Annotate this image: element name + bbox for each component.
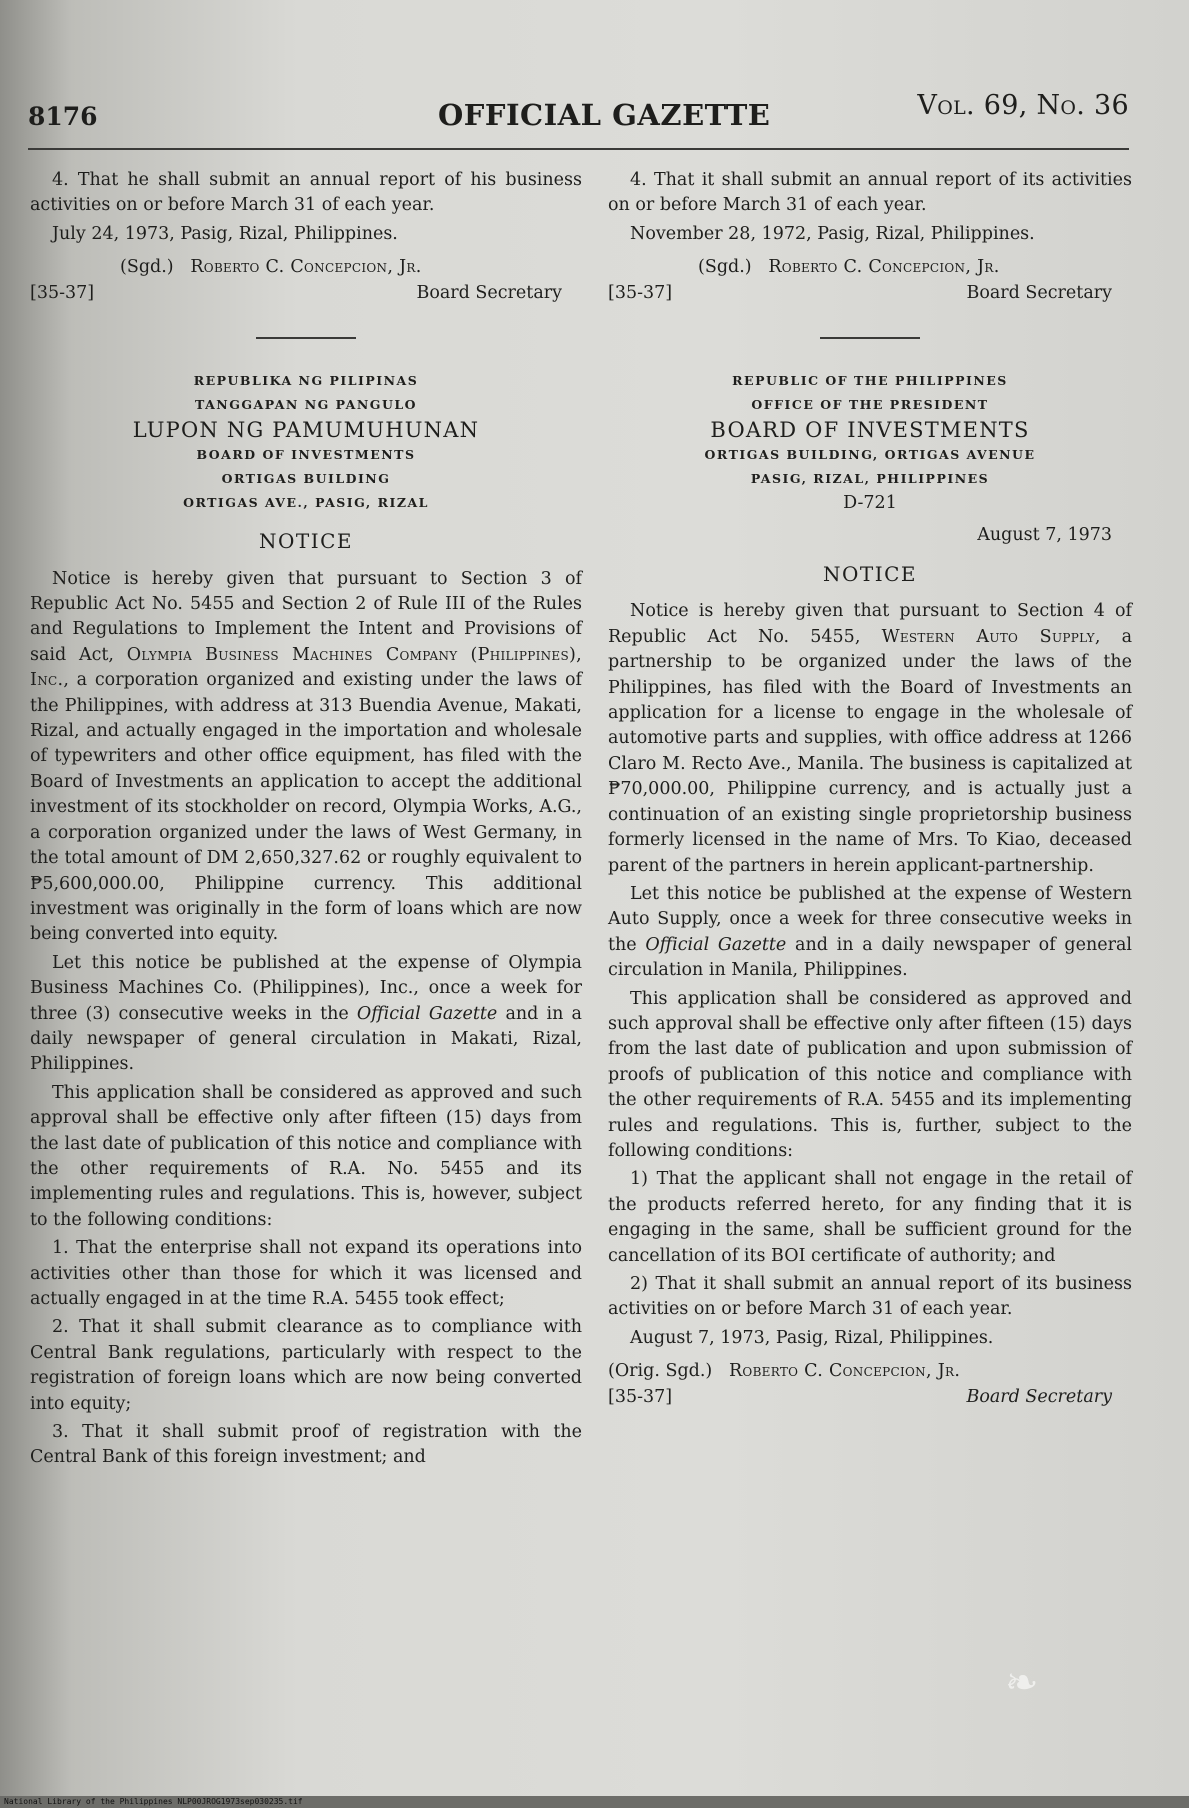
right-paragraph-1: Notice is hereby given that pursuant to Section 4 of Republic Act No. 5455, Western Auto Supply, a partnership to be organized under the laws of the Philippines, has filed with the Board of Investments an application for a license to engage in the wholesale of automotive parts and supplies, with office address at 1266 Claro M. Recto Ave., Manila. The business is capitalized at ₱70,000.00, Philippine currency, and is actually just a continuation of an existing single proprietorship business formerly licensed in the name of Mrs. To Kiao, deceased parent of the partners in herein applicant-partnership. [608, 601, 1133, 876]
right-dateline: November 28, 1972, Pasig, Rizal, Philippines. [630, 223, 1035, 244]
left-paragraph-2: Let this notice be published at the expense of Olympia Business Machines Co. (Philippines), Inc., once a week for three (3) consecutive weeks in the Official Gazette and in a daily newspaper of general circulation in Makati, Rizal, Philippines. [30, 952, 582, 1075]
org-main: BOARD OF INVESTMENTS [710, 418, 1030, 443]
org-line: ORTIGAS AVE., PASIG, RIZAL [183, 495, 429, 511]
left-sgd: (Sgd.) [120, 257, 174, 278]
right-role-2: Board Secretary [966, 1387, 1112, 1408]
org-line: REPUBLIC OF THE PHILIPPINES [732, 373, 1008, 389]
volume-number: Vol. 69, No. 36 [917, 90, 1129, 121]
right-dateline-2: August 7, 1973, Pasig, Rizal, Philippines. [630, 1327, 994, 1348]
scan-footer: National Library of the Philippines NLP00JROG1973sep030235.tif [4, 1797, 303, 1806]
left-condition-2: 2. That it shall submit clearance as to compliance with Central Bank regulations, particularly with respect to the registration of foreign loans which are now being converted into equity; [30, 1317, 582, 1414]
right-paragraph-2: Let this notice be published at the expense of Western Auto Supply, once a week for three consecutive weeks in the Official Gazette and in a daily newspaper of general circulation in Manila, Philippines. [608, 883, 1132, 981]
header-rule [28, 148, 1129, 150]
right-condition-2: 2) That it shall submit an annual report of its business activities on or before March 31 of each year. [608, 1274, 1132, 1320]
org-line: TANGGAPAN NG PANGULO [194, 397, 418, 413]
org-line: BOARD OF INVESTMENTS [196, 447, 416, 463]
org-line: ORTIGAS BUILDING, ORTIGAS AVENUE [704, 447, 1036, 463]
left-column [30, 168, 582, 1474]
publication-title: OFFICIAL GAZETTE [438, 98, 771, 132]
left-paragraph-1: Notice is hereby given that pursuant to Section 3 of Republic Act No. 5455 and Section 2 of Rule III of the Rules and Regulations to Implement the Intent and Provisions of said Act, Olympia Business Machines Company (Philippines), Inc., a corporation organized and existing under the laws of the Philippines, with address at 313 Buendia Avenue, Makati, Rizal, and actually engaged in the importation and wholesale of typewriters and other office equipment, has filed with the Board of Investments an application to accept the additional investment of its stockholder on record, Olympia Works, A.G., a corporation organized under the laws of West Germany, in the total amount of DM 2,650,327.62 or roughly equivalent to ₱5,600,000.00, Philippine currency. This additional investment was originally in the form of loans which are now being converted into equity. [30, 568, 583, 945]
left-ref: [35-37] [30, 283, 95, 304]
right-signer: Roberto C. Concepcion, Jr. [768, 257, 1000, 278]
left-role: Board Secretary [416, 283, 562, 304]
right-orig-sgd: (Orig. Sgd.) [608, 1361, 713, 1382]
right-ref: [35-37] [608, 283, 673, 304]
org-line: OFFICE OF THE PRESIDENT [751, 397, 989, 413]
right-notice-date: August 7, 1973 [977, 524, 1112, 545]
right-sgd: (Sgd.) [698, 257, 752, 278]
section-divider [256, 337, 356, 339]
org-line: REPUBLIKA NG PILIPINAS [193, 373, 419, 389]
left-signer: Roberto C. Concepcion, Jr. [190, 257, 422, 278]
right-ref-2: [35-37] [608, 1387, 673, 1408]
left-org-heading [30, 369, 582, 515]
page-header [28, 88, 1129, 138]
left-condition-3: 3. That it shall submit proof of registration with the Central Bank of this foreign investment; and [30, 1422, 582, 1468]
org-line: ORTIGAS BUILDING [221, 471, 391, 487]
page-number: 8176 [28, 102, 98, 131]
left-paragraph-3: This application shall be considered as approved and such approval shall be effective only after fifteen (15) days from the last date of publication of this notice and compliance with the other requirements of R.A. No. 5455 and its implementing rules and regulations. This is, however, subject to the following conditions: [30, 1082, 582, 1230]
left-dateline: July 24, 1973, Pasig, Rizal, Philippines. [52, 223, 398, 244]
left-notice-heading: NOTICE [258, 529, 354, 554]
right-signature-block [608, 255, 1132, 311]
right-notice-heading: NOTICE [822, 562, 918, 587]
left-condition-4: 4. That he shall submit an annual report of his business activities on or before March 31 of each year. [30, 170, 582, 216]
section-divider [820, 337, 920, 339]
paper-stain: ❧ [1005, 1660, 1039, 1706]
right-paragraph-3: This application shall be considered as approved and such approval shall be effective only after fifteen (15) days from the last date of publication and upon submission of proofs of publication of this notice and compliance with the other requirements of R.A. 5455 and its implementing rules and regulations. This is, further, subject to the following conditions: [608, 988, 1132, 1161]
right-org-heading [608, 369, 1132, 516]
right-column [608, 168, 1132, 1415]
right-signer-2: Roberto C. Concepcion, Jr. [728, 1361, 961, 1382]
right-role: Board Secretary [966, 283, 1112, 304]
right-signature-block-2 [608, 1359, 1132, 1415]
org-line: PASIG, RIZAL, PHILIPPINES [750, 471, 990, 487]
left-condition-1: 1. That the enterprise shall not expand its operations into activities other than those for which it was licensed and actually engaged in at the time R.A. 5455 took effect; [30, 1238, 582, 1309]
left-signature-block [30, 255, 582, 311]
org-main: LUPON NG PAMUMUHUNAN [132, 418, 480, 443]
right-condition-4: 4. That it shall submit an annual report of its activities on or before March 31 of each year. [608, 170, 1132, 216]
docket-number: D-721 [843, 493, 897, 514]
right-condition-1: 1) That the applicant shall not engage in the retail of the products referred hereto, for any finding that it is engaging in the same, shall be sufficient ground for the cancellation of its BOI certificate of authority; and [608, 1169, 1132, 1266]
